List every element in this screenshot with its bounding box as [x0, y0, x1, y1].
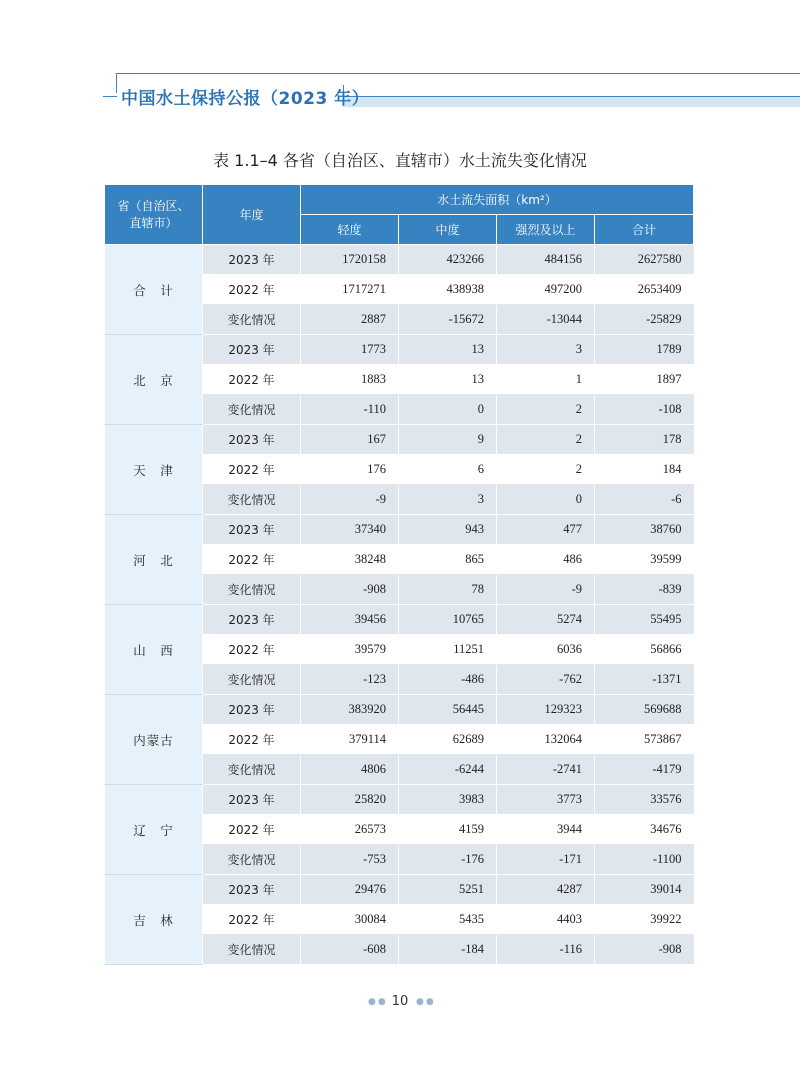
year-label: 2022 年 [203, 365, 301, 395]
value-cell: 1 [497, 365, 595, 395]
value-cell: -110 [301, 395, 399, 425]
value-cell: 78 [399, 575, 497, 605]
value-cell: 2 [497, 425, 595, 455]
value-cell: 1773 [301, 335, 399, 365]
value-cell: -9 [497, 575, 595, 605]
subheader-cell: 中度 [399, 215, 497, 245]
value-cell: 0 [399, 395, 497, 425]
value-cell: 3 [399, 485, 497, 515]
value-cell: 5274 [497, 605, 595, 635]
year-label: 2022 年 [203, 455, 301, 485]
year-label: 2022 年 [203, 275, 301, 305]
value-cell: 477 [497, 515, 595, 545]
value-cell: 26573 [301, 815, 399, 845]
value-cell: -608 [301, 935, 399, 965]
value-cell: -108 [595, 395, 694, 425]
value-cell: 1720158 [301, 245, 399, 275]
value-cell: 0 [497, 485, 595, 515]
header-band [343, 96, 800, 107]
value-cell: -486 [399, 665, 497, 695]
year-label: 2022 年 [203, 545, 301, 575]
table-row [105, 425, 694, 455]
value-cell: -184 [399, 935, 497, 965]
value-cell: 39599 [595, 545, 694, 575]
year-label: 变化情况 [203, 935, 301, 965]
value-cell: 4159 [399, 815, 497, 845]
value-cell: -4179 [595, 755, 694, 785]
value-cell: 30084 [301, 905, 399, 935]
page-ornament-right: ●● [416, 997, 436, 1007]
province-name: 吉 林 [105, 875, 203, 965]
year-label: 变化情况 [203, 755, 301, 785]
value-cell: 1897 [595, 365, 694, 395]
value-cell: -176 [399, 845, 497, 875]
value-cell: 129323 [497, 695, 595, 725]
value-cell: -753 [301, 845, 399, 875]
value-cell: -15672 [399, 305, 497, 335]
value-cell: 38248 [301, 545, 399, 575]
value-cell: 2627580 [595, 245, 694, 275]
value-cell: -116 [497, 935, 595, 965]
value-cell: -908 [595, 935, 694, 965]
value-cell: 25820 [301, 785, 399, 815]
value-cell: 167 [301, 425, 399, 455]
value-cell: 11251 [399, 635, 497, 665]
year-label: 2023 年 [203, 515, 301, 545]
value-cell: 865 [399, 545, 497, 575]
value-cell: -762 [497, 665, 595, 695]
value-cell: 39014 [595, 875, 694, 905]
value-cell: 6 [399, 455, 497, 485]
value-cell: 438938 [399, 275, 497, 305]
value-cell: 39579 [301, 635, 399, 665]
value-cell: 2 [497, 455, 595, 485]
value-cell: 1883 [301, 365, 399, 395]
value-cell: 178 [595, 425, 694, 455]
value-cell: 943 [399, 515, 497, 545]
year-label: 变化情况 [203, 665, 301, 695]
value-cell: 3773 [497, 785, 595, 815]
value-cell: -9 [301, 485, 399, 515]
year-label: 2023 年 [203, 245, 301, 275]
value-cell: 1789 [595, 335, 694, 365]
province-name: 内蒙古 [105, 695, 203, 785]
province-name: 天 津 [105, 425, 203, 515]
value-cell: 4287 [497, 875, 595, 905]
value-cell: 4403 [497, 905, 595, 935]
subheader-cell: 强烈及以上 [497, 215, 595, 245]
value-cell: 2 [497, 395, 595, 425]
year-label: 2023 年 [203, 875, 301, 905]
province-name: 合 计 [105, 245, 203, 335]
year-label: 变化情况 [203, 575, 301, 605]
value-cell: -2741 [497, 755, 595, 785]
value-cell: 132064 [497, 725, 595, 755]
value-cell: -13044 [497, 305, 595, 335]
year-label: 变化情况 [203, 845, 301, 875]
province-name: 辽 宁 [105, 785, 203, 875]
province-name: 北 京 [105, 335, 203, 425]
table-row [105, 875, 694, 905]
value-cell: 10765 [399, 605, 497, 635]
year-label: 变化情况 [203, 305, 301, 335]
soil-erosion-table [104, 184, 694, 965]
value-cell: 13 [399, 365, 497, 395]
value-cell: 38760 [595, 515, 694, 545]
year-label: 2022 年 [203, 725, 301, 755]
header-erosion-area: 水土流失面积（km²） [301, 185, 694, 215]
value-cell: 6036 [497, 635, 595, 665]
header-rule-left [103, 96, 117, 97]
value-cell: 573867 [595, 725, 694, 755]
value-cell: 5435 [399, 905, 497, 935]
value-cell: 13 [399, 335, 497, 365]
table-row [105, 695, 694, 725]
header-province: 省（自治区、直辖市） [105, 185, 203, 245]
value-cell: 37340 [301, 515, 399, 545]
value-cell: 4806 [301, 755, 399, 785]
value-cell: 2653409 [595, 275, 694, 305]
year-label: 2022 年 [203, 635, 301, 665]
province-name: 山 西 [105, 605, 203, 695]
value-cell: 1717271 [301, 275, 399, 305]
value-cell: 33576 [595, 785, 694, 815]
value-cell: 383920 [301, 695, 399, 725]
value-cell: 3 [497, 335, 595, 365]
value-cell: -908 [301, 575, 399, 605]
header-year: 年度 [203, 185, 301, 245]
value-cell: -1371 [595, 665, 694, 695]
value-cell: 39922 [595, 905, 694, 935]
value-cell: -839 [595, 575, 694, 605]
value-cell: 29476 [301, 875, 399, 905]
value-cell: 5251 [399, 875, 497, 905]
value-cell: 569688 [595, 695, 694, 725]
value-cell: 423266 [399, 245, 497, 275]
year-label: 2022 年 [203, 905, 301, 935]
subheader-cell: 轻度 [301, 215, 399, 245]
page-number: 10 [391, 994, 409, 1009]
value-cell: 2887 [301, 305, 399, 335]
table-row [105, 515, 694, 545]
value-cell: 56866 [595, 635, 694, 665]
value-cell: -25829 [595, 305, 694, 335]
value-cell: 62689 [399, 725, 497, 755]
value-cell: 9 [399, 425, 497, 455]
value-cell: 3944 [497, 815, 595, 845]
table-row [105, 605, 694, 635]
value-cell: 39456 [301, 605, 399, 635]
year-label: 2023 年 [203, 425, 301, 455]
value-cell: -171 [497, 845, 595, 875]
value-cell: 56445 [399, 695, 497, 725]
year-label: 变化情况 [203, 395, 301, 425]
year-label: 变化情况 [203, 485, 301, 515]
header-rule-top [116, 73, 800, 74]
value-cell: 497200 [497, 275, 595, 305]
year-label: 2023 年 [203, 605, 301, 635]
year-label: 2023 年 [203, 695, 301, 725]
value-cell: -6 [595, 485, 694, 515]
value-cell: 3983 [399, 785, 497, 815]
table-row [105, 785, 694, 815]
value-cell: 34676 [595, 815, 694, 845]
value-cell: -123 [301, 665, 399, 695]
value-cell: -1100 [595, 845, 694, 875]
province-name: 河 北 [105, 515, 203, 605]
year-label: 2022 年 [203, 815, 301, 845]
value-cell: 486 [497, 545, 595, 575]
value-cell: -6244 [399, 755, 497, 785]
value-cell: 379114 [301, 725, 399, 755]
table-row [105, 335, 694, 365]
table-row [105, 245, 694, 275]
year-label: 2023 年 [203, 335, 301, 365]
value-cell: 484156 [497, 245, 595, 275]
subheader-cell: 合计 [595, 215, 694, 245]
table-caption: 表 1.1–4 各省（自治区、直辖市）水土流失变化情况 [213, 151, 587, 170]
report-title: 中国水土保持公报（2023 年） [121, 89, 370, 109]
header-corner [116, 73, 117, 93]
value-cell: 184 [595, 455, 694, 485]
year-label: 2023 年 [203, 785, 301, 815]
value-cell: 55495 [595, 605, 694, 635]
value-cell: 176 [301, 455, 399, 485]
page-ornament-left: ●● [368, 997, 388, 1007]
